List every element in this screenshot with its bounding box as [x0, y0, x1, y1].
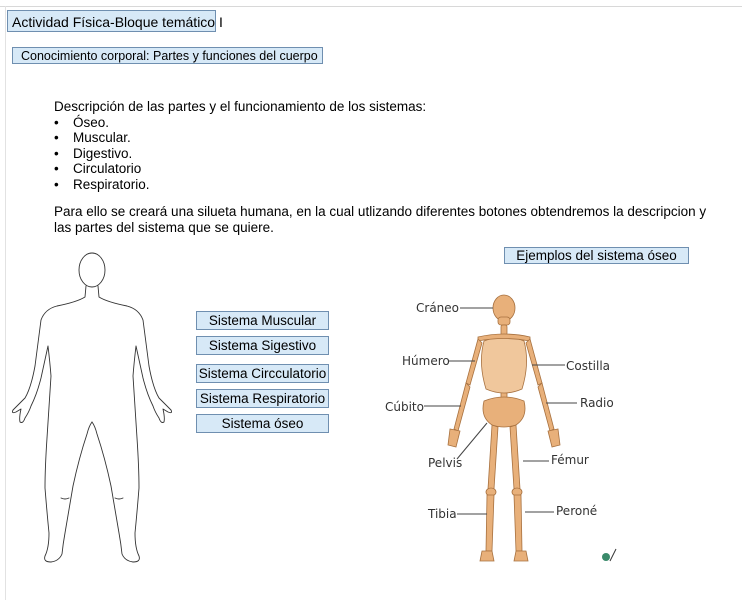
- label-humero: Húmero: [402, 354, 450, 368]
- page-subtitle: Conocimiento corporal: Partes y funciones del cuerpo: [12, 47, 323, 64]
- list-item: • Muscular.: [54, 130, 426, 146]
- digestive-system-button[interactable]: Sistema Sigestivo: [196, 336, 329, 355]
- left-divider: [5, 6, 6, 600]
- label-perone: Peroné: [556, 504, 598, 518]
- label-pelvis: Pelvis: [428, 456, 463, 470]
- top-divider: [0, 6, 742, 7]
- muscular-system-button[interactable]: Sistema Muscular: [196, 311, 329, 330]
- list-item: • Óseo.: [54, 115, 426, 131]
- label-femur: Fémur: [551, 453, 589, 467]
- examples-label: Ejemplos del sistema óseo: [504, 247, 689, 264]
- page-title: Actividad Física-Bloque temático I: [7, 10, 216, 32]
- bone-system-button[interactable]: Sistema óseo: [196, 414, 329, 433]
- label-costilla: Costilla: [566, 359, 611, 373]
- list-item: • Digestivo.: [54, 146, 426, 162]
- description-intro: Descripción de las partes y el funcionamiento de los sistemas:: [54, 99, 427, 114]
- systems-description: [54, 99, 426, 192]
- systems-list: [54, 115, 426, 193]
- list-item: • Respiratorio.: [54, 177, 426, 193]
- logo-mark-icon: [602, 549, 616, 561]
- skeleton-diagram-image: [344, 293, 624, 570]
- circulatory-system-button[interactable]: Sistema Circculatorio: [196, 364, 329, 383]
- list-item: • Circulatorio: [54, 161, 426, 177]
- label-craneo: Cráneo: [416, 301, 459, 315]
- label-tibia: Tibia: [428, 507, 457, 521]
- label-cubito: Cúbito: [385, 400, 424, 414]
- human-silhouette-image: [7, 248, 177, 570]
- explanation-paragraph: Para ello se creará una silueta humana, en la cual utlizando diferentes botones obtendremos la descripcion y las partes del sistema que se quiere.: [54, 204, 707, 235]
- label-radio: Radio: [580, 396, 614, 410]
- respiratory-system-button[interactable]: Sistema Respiratorio: [196, 389, 329, 408]
